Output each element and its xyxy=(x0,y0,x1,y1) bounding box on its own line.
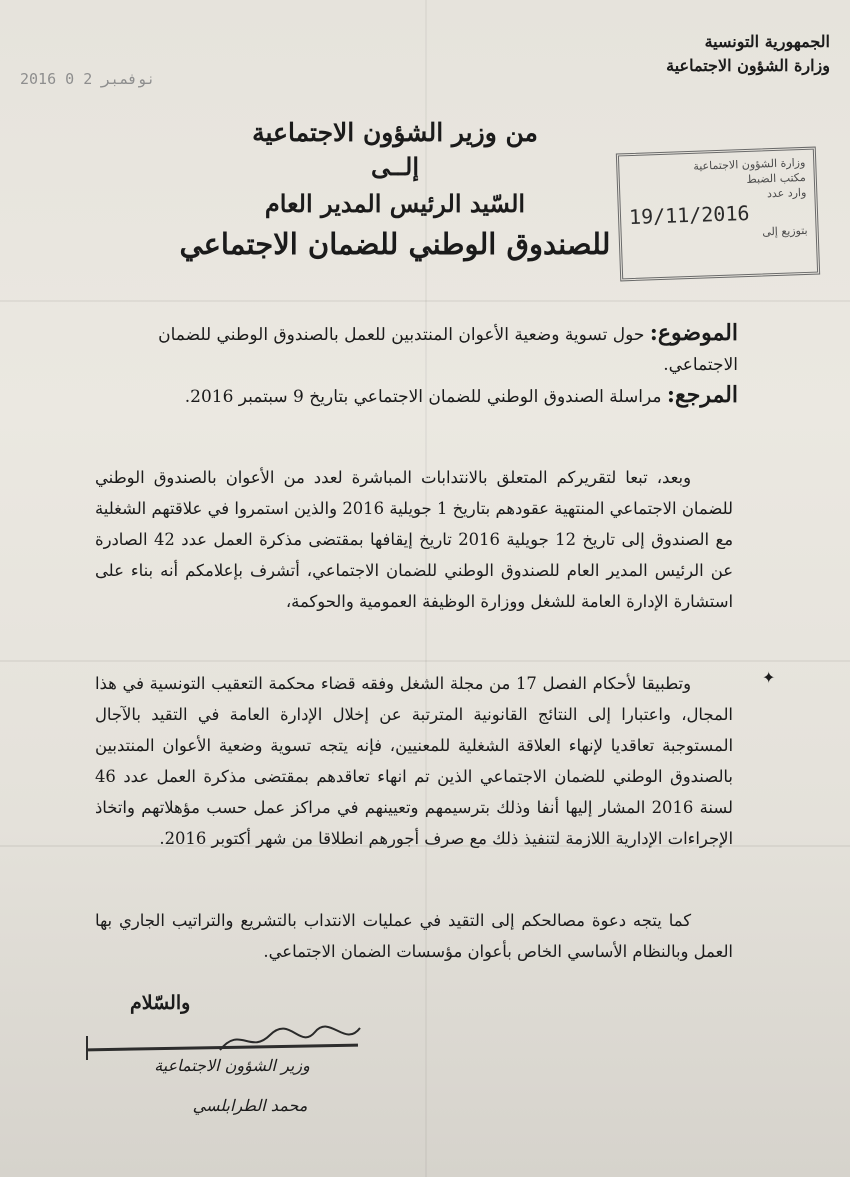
reference-text: مراسلة الصندوق الوطني للضمان الاجتماعي بتاريخ 9 سبتمبر 2016. xyxy=(184,387,662,407)
received-stamp xyxy=(616,147,820,282)
reference-line xyxy=(98,380,738,412)
sender-line: من وزير الشؤون الاجتماعية xyxy=(252,118,538,147)
closing-salutation: والسّلام xyxy=(130,992,191,1014)
stamp-date: 19/11/2016 xyxy=(628,200,750,230)
recipient-title: السّيد الرئيس المدير العام xyxy=(264,189,526,218)
subject-reference-block xyxy=(98,318,738,412)
signatory-name: محمد الطرابلسي xyxy=(192,1096,308,1115)
subject-line xyxy=(98,318,738,380)
country-name: الجمهورية التونسية xyxy=(704,32,830,51)
letterhead xyxy=(590,30,830,78)
date-stamp: 2016 نوفمبر 2 0 xyxy=(20,70,156,88)
signature-scribble xyxy=(215,1020,365,1060)
margin-mark: ✦ xyxy=(762,668,776,687)
ministry-name: وزارة الشؤون الاجتماعية xyxy=(666,56,830,75)
subject-text: حول تسوية وضعية الأعوان المنتدبين للعمل بالصندوق الوطني للضمان الاجتماعي. xyxy=(158,325,738,375)
body-paragraph-1: وبعد، تبعا لتقريركم المتعلق بالانتدابات المباشرة لعدد من الأعوان بالصندوق الوطني للضمان الاجتماعي المنتهية عقودهم بتاريخ 1 جويلية 2016 والذين استمروا في علاقتهم الشغلية مع الصندوق إلى تاريخ 12 جويلية 2016 تاريخ إيقافها بمقتضى مذكرة العمل عدد 42 الصادرة عن الرئيس المدير العام للصندوق الوطني للضمان الاجتماعي، أتشرف بإعلامكم أنه بناء على استشارة الإدارة العامة للشغل ووزارة الوظيفة العمومية والحوكمة، xyxy=(95,468,733,611)
recipient-organization: للصندوق الوطني للضمان الاجتماعي xyxy=(179,227,611,261)
to-word: إلــى xyxy=(370,152,420,181)
signature-tick xyxy=(86,1036,88,1060)
stamp-received-label: وارد عدد xyxy=(766,185,807,201)
body-paragraph-3: كما يتجه دعوة مصالحكم إلى التقيد في عمليات الانتداب بالتشريع والتراتيب الجاري بها العمل وبالنظام الأساسي الخاص بأعوان مؤسسات الضمان الاجتماعي. xyxy=(95,911,733,961)
stamp-ministry: وزارة الشؤون الاجتماعية xyxy=(693,155,806,173)
subject-label: الموضوع: xyxy=(649,320,738,346)
signatory-title: وزير الشؤون الاجتماعية xyxy=(154,1056,310,1075)
address-block xyxy=(160,116,630,264)
reference-label: المرجع: xyxy=(666,382,738,408)
stamp-office: مكتب الضبط xyxy=(746,170,807,186)
stamp-dispatch-label: بتوزيع إلى xyxy=(762,223,808,239)
body-paragraph-2: وتطبيقا لأحكام الفصل 17 من مجلة الشغل وفقه قضاء محكمة التعقيب التونسية في هذا المجال، واعتبارا إلى النتائج القانونية المترتبة عن إخلال الإدارة العامة في التقيد بالآجال المستوجبة تعاقديا لإنهاء العلاقة الشغلية للمعنيين، فإنه يتجه تسوية وضعية الأعوان المنتدبين بالصندوق الوطني للضمان الاجتماعي الذين تم انهاء تعاقدهم بمقتضى مذكرة العمل عدد 46 لسنة 2016 المشار إليها أنفا وذلك بترسيمهم وتعيينهم في مراكز عمل حسب مؤهلاتهم واتخاذ الإجراءات الإدارية اللازمة لتنفيذ ذلك مع صرف أجورهم انطلاقا من شهر أكتوبر 2016. xyxy=(95,674,733,848)
